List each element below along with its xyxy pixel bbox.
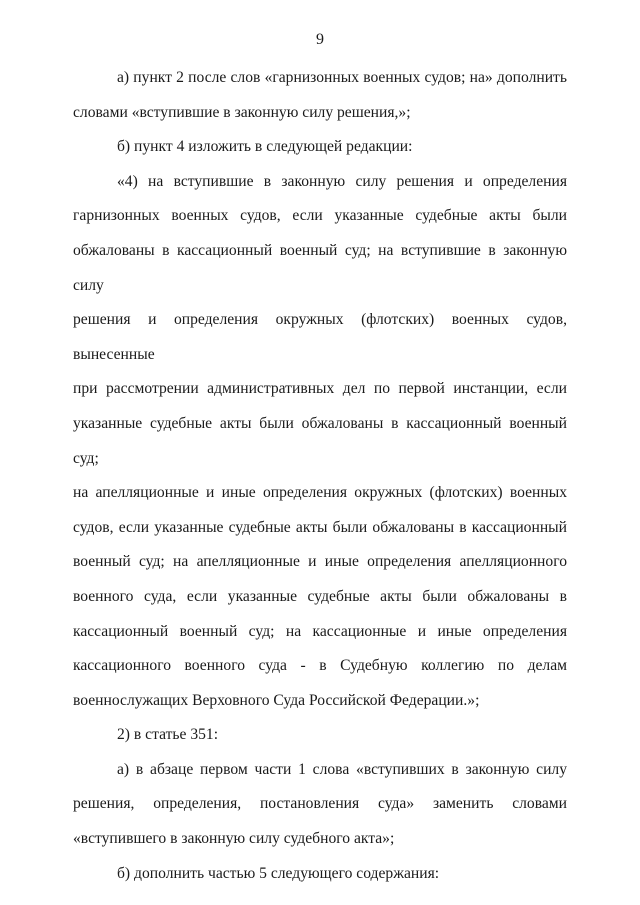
paragraph bbox=[73, 61, 567, 130]
text-line: военного суда, если указанные судебные акты были обжалованы в bbox=[73, 587, 567, 605]
text-line: кассационного военного суда - в Судебную коллегию по делам bbox=[73, 657, 567, 675]
text-line: а) пункт 2 после слов «гарнизонных военных судов; на» дополнить bbox=[117, 69, 567, 86]
text-line: военнослужащих Верховного Суда Российской Федерации.»; bbox=[73, 691, 480, 709]
text-line: 2) в статье 351: bbox=[117, 726, 219, 744]
text-line: решения и определения окружных (флотских) военных судов, вынесенные bbox=[73, 311, 567, 363]
text-line: решения, определения, постановления суда» заменить словами bbox=[73, 795, 567, 813]
paragraph bbox=[73, 857, 567, 892]
text-line: б) дополнить частью 5 следующего содержания: bbox=[117, 864, 440, 882]
page-number: 9 bbox=[316, 31, 324, 48]
paragraph bbox=[73, 130, 567, 165]
text-line: «вступившего в законную силу судебного акта»; bbox=[73, 830, 395, 848]
text-line: судов, если указанные судебные акты были обжалованы в кассационный bbox=[73, 518, 567, 536]
text-line: на апелляционные и иные определения окружных (флотских) военных bbox=[73, 484, 567, 502]
text-line: б) пункт 4 изложить в следующей редакции: bbox=[117, 138, 413, 156]
paragraph bbox=[73, 753, 567, 857]
paragraph bbox=[73, 718, 567, 753]
text-line: обжалованы в кассационный военный суд; на вступившие в законную силу bbox=[73, 241, 567, 294]
document-body bbox=[73, 61, 567, 891]
text-line: указанные судебные акты были обжалованы в кассационный военный суд; bbox=[73, 414, 567, 467]
text-line: кассационный военный суд; на кассационные и иные определения bbox=[73, 622, 567, 640]
text-line: словами «вступившие в законную силу решения,»; bbox=[73, 103, 411, 121]
text-line: военный суд; на апелляционные и иные определения апелляционного bbox=[73, 553, 567, 571]
paragraph bbox=[73, 165, 567, 719]
text-line: при рассмотрении административных дел по первой инстанции, если bbox=[73, 380, 567, 398]
text-line: «4) на вступившие в законную силу решения и определения bbox=[117, 172, 567, 190]
text-line: а) в абзаце первом части 1 слова «вступивших в законную силу bbox=[117, 760, 567, 778]
text-line: гарнизонных военных судов, если указанные судебные акты были bbox=[73, 207, 567, 225]
